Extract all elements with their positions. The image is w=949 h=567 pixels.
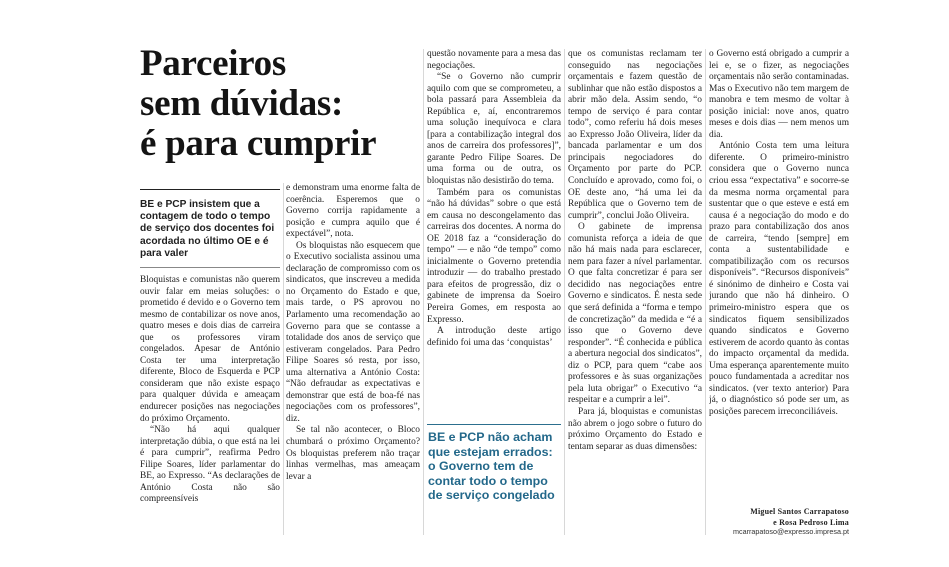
body-column-5 (709, 49, 849, 507)
lead-top-rule (140, 189, 280, 190)
body-paragraph: Se tal não acontecer, o Bloco chumbará o próximo Orçamento? Os bloquistas preferem não traçar linhas vermelhas, mas ameaçam levar a (286, 425, 420, 482)
byline (709, 506, 849, 528)
headline-line-1: Parceiros (140, 43, 286, 84)
author-name: Miguel Santos Carrapatoso (750, 507, 849, 516)
body-paragraph: Para já, bloquistas e comunistas não abrem o jogo sobre o futuro do próximo Orçamento do Estado e tentam separar as duas dimensões: (568, 406, 702, 452)
column-divider (564, 49, 565, 535)
body-paragraph: “Não há aqui qualquer interpretação dúbia, o que está na lei é para cumprir”, reafirma Pedro Filipe Soares, líder parlamentar do BE, ao Expresso. “As declarações de António Costa não são compreensíveis (140, 425, 280, 505)
body-column-3 (427, 49, 561, 401)
body-paragraph: A introdução deste artigo definido foi uma das ‘conquistas’ (427, 326, 561, 348)
body-paragraph: questão novamente para a mesa das negociações. (427, 49, 561, 71)
headline-line-2: sem dúvidas: (140, 83, 344, 124)
callout-rule (427, 424, 561, 425)
body-paragraph: “Se o Governo não cumprir aquilo com que se comprometeu, a bola passará para Assembleia da República e, aí, encontraremos uma solução inequívoca e clara [para a contabilização integral dos anos de carreira dos professores]”, garante Pedro Filipe Soares. De uma forma ou de outra, os bloquistas não desistirão do tema. (427, 72, 561, 187)
author-email: mcarrapatoso@expresso.impresa.pt (733, 527, 849, 536)
body-column-2 (286, 183, 420, 535)
column-divider (423, 49, 424, 535)
column-divider (705, 49, 706, 535)
body-paragraph: o Governo está obrigado a cumprir a lei e, se o fizer, as negociações orçamentais não serão contaminadas. Mas o Executivo não tem margem de manobra e tem mesmo de voltar à posição inicial: nove anos, quatro meses e dois dias — nem menos um dia. (709, 49, 849, 140)
body-paragraph: O gabinete de imprensa comunista reforça a ideia de que não há mais nada para esclarecer, nem para fazer a nível parlamentar. O que falta concretizar é para ser decidido nas negociações entre Governo e sindicatos. É nesta sede que será definida a “forma e tempo de concretização” da medida e “é a isso que o Governo deve responder”. “É conhecida e pública a abertura negocial dos sindicatos”, diz o PCP, para quem “cabe aos professores e às suas organizações pela luta obrigar” o Executivo “a respeitar e a cumprir a lei”. (568, 222, 702, 406)
body-column-4 (568, 49, 702, 535)
lead-bottom-rule (140, 267, 280, 268)
headline-line-3: é para cumprir (140, 123, 377, 164)
column-divider (283, 183, 284, 535)
body-paragraph: Bloquistas e comunistas não querem ouvir falar em meias soluções: o prometido é devido e o Governo tem mesmo de contabilizar os nove anos, quatro meses e dois dias de carreira que os professores viram congelados. Apesar de António Costa ter uma interpretação diferente, Bloco de Esquerda e PCP consideram que não existe espaço para qualquer dúvida e ameaçam endurecer posições nas negociações do próximo Orçamento. (140, 275, 280, 424)
body-paragraph: Também para os comunistas “não há dúvidas” sobre o que está em causa no descongelamento das carreiras dos docentes. A norma do OE 2018 faz a “consideração do tempo” — e não “de tempo” como inicialmente o Governo pretendia introduzir — do trabalho prestado para efeitos de progressão, diz o gabinete de imprensa da Soeiro Pereira Gomes, em resposta ao Expresso. (427, 187, 561, 325)
body-paragraph: António Costa tem uma leitura diferente. O primeiro-ministro considera que o Governo nunca criou essa “expectativa” e socorre-se da mesma norma orçamental para sustentar que o que esteve e está em causa é a negociação do modo e do prazo para contabilização dos anos de carreira, “tendo [sempre] em conta a sustentabilidade e compatibilização com os recursos disponíveis”. “Recursos disponíveis” é sinónimo de dinheiro e Costa vai jurando que não há dinheiro. O primeiro-ministro espera que os sindicatos fiquem sensibilizados quando sindicatos e Governo estiverem de acordo quanto às contas do impacto orçamental da medida. Uma esperança aparentemente muito pouco fundamentada a acreditar nos sindicatos. (ver texto anterior) Para já, o diagnóstico só pode ser um, as posições parecem irreconciliáveis. (709, 141, 849, 417)
headline (140, 44, 430, 164)
pull-quote: BE e PCP não acham que estejam errados: o Governo tem de contar todo o tempo de serviço congelado (428, 430, 555, 503)
body-paragraph: que os comunistas reclamam ter conseguido nas negociações orçamentais e fazem questão de sublinhar que não estão dispostos a abrir mão dela. Assim sendo, “o tempo de serviço é para contar todo”, como referiu há dois meses ao Expresso João Oliveira, líder da bancada parlamentar e um dos principais negociadores do Orçamento por parte do PCP. Concluído e aprovado, como foi, o OE deste ano, “há uma lei da República que o Governo tem de cumprir”, conclui João Oliveira. (568, 49, 702, 221)
author-name: e Rosa Pedroso Lima (773, 518, 849, 527)
body-paragraph: Os bloquistas não esquecem que o Executivo socialista assinou uma declaração de compromisso com os sindicatos, que inscreveu a medida no Orçamento do Estado e que, mais tarde, o PS aprovou no Parlamento uma recomendação ao Governo para que se contasse a totalidade dos anos de serviço que estiveram congelados. Para Pedro Filipe Soares só resta, por isso, uma alternativa a António Costa: “Não defraudar as expectativas e demonstrar que está de boa-fé nas negociações com os professores”, diz. (286, 240, 420, 424)
body-paragraph: e demonstram uma enorme falta de coerência. Esperemos que o Governo corrija rapidamente a posição e cumpra aquilo que é expectável”, nota. (286, 183, 420, 240)
body-column-1 (140, 275, 280, 535)
lead-paragraph: BE e PCP insistem que a contagem de todo o tempo de serviço dos docentes foi acordada no último OE e é para valer (140, 199, 275, 259)
